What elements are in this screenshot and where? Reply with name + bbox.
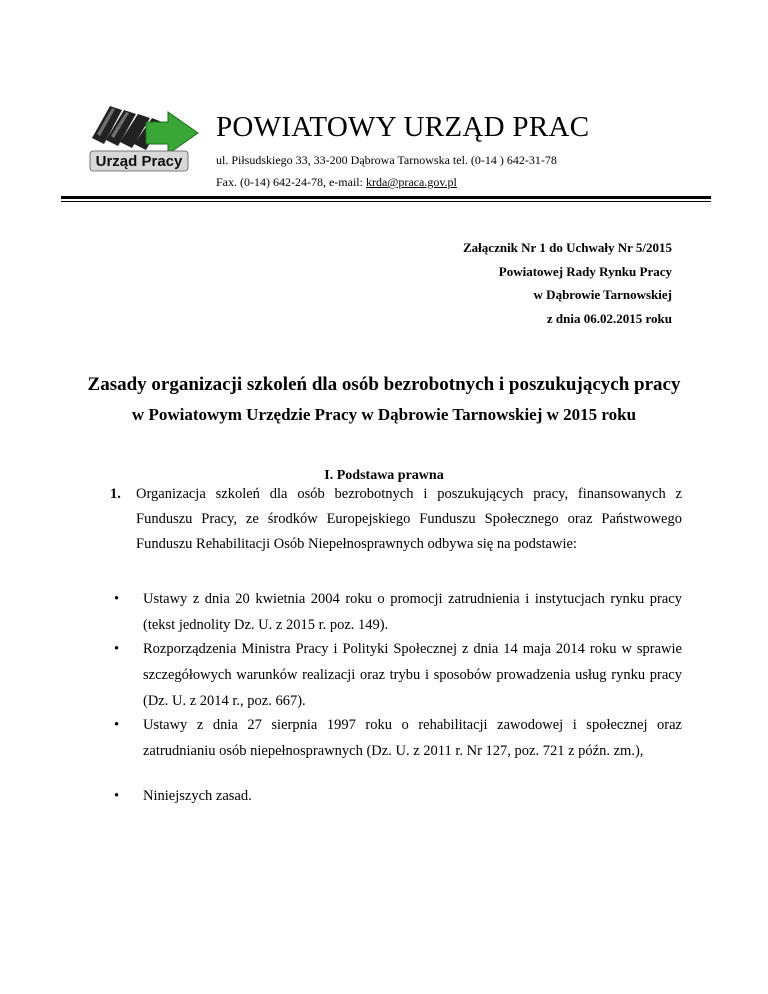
header-rule-thick [61,196,711,199]
point-text: Organizacja szkoleń dla osób bezrobotnych i poszukujących pracy, finansowanych z Funduszu Pracy, ze środków Europejskiego Funduszu Społecznego oraz Państwowego Funduszu Rehabilitacji Osób Niepełnosprawnych odbywa się na podstawie: [136,486,682,552]
list-item-text: Ustawy z dnia 27 sierpnia 1997 roku o rehabilitacji zawodowej i społecznej oraz zatrudnianiu osób niepełnosprawnych (Dz. U. z 2011 r. Nr 127, poz. 721 z późn. zm.), [143,717,682,759]
header-rule-thin [61,201,711,202]
email-link[interactable]: krda@praca.gov.pl [365,175,457,189]
list-item-text: Rozporządzenia Ministra Pracy i Polityki Społecznej z dnia 14 maja 2014 roku w sprawie szczegółowych warunków realizacji oraz trybu i sposobów prowadzenia usług rynku pracy (Dz. U. z 2014 r., poz. 667). [143,641,682,709]
list-item-text: Ustawy z dnia 20 kwietnia 2004 roku o promocji zatrudnienia i instytucjach rynku pracy (tekst jednolity Dz. U. z 2015 r. poz. 149). [143,591,682,633]
point-1 [110,482,682,557]
list-item [110,712,682,764]
fax-email-line [216,175,457,190]
bullet-icon: • [114,641,120,657]
address-line: ul. Piłsudskiego 33, 33-200 Dąbrowa Tarnowska tel. (0-14 ) 642-31-78 [216,153,557,167]
document-title-line-2: w Powiatowym Urzędzie Pracy w Dąbrowie Tarnowskiej w 2015 roku [131,405,637,424]
annex-line-1: Załącznik Nr 1 do Uchwały Nr 5/2015 [463,240,672,255]
document-title-line-1: Zasady organizacji szkoleń dla osób bezrobotnych i poszukujących pracy [87,374,681,395]
list-item [110,586,682,638]
org-name: POWIATOWY URZĄD PRAC [216,111,590,143]
urzad-pracy-logo [88,100,206,180]
annex-line-4: z dnia 06.02.2015 roku [546,311,672,326]
list-item [110,783,682,809]
bullet-icon: • [114,788,120,804]
bullet-icon: • [114,591,120,607]
annex-line-3: w Dąbrowie Tarnowskiej [533,287,672,302]
section-heading: I. Podstawa prawna [324,468,444,483]
logo-graphic [88,100,206,180]
logo-label: Urząd Pracy [95,153,183,170]
fax-text: Fax. (0-14) 642-24-78, e-mail: [216,175,366,189]
list-item-text: Niniejszych zasad. [143,788,252,804]
list-item [110,636,682,714]
bullet-icon: • [114,717,120,733]
annex-line-2: Powiatowej Rady Rynku Pracy [498,264,672,279]
point-number: 1. [110,486,121,502]
